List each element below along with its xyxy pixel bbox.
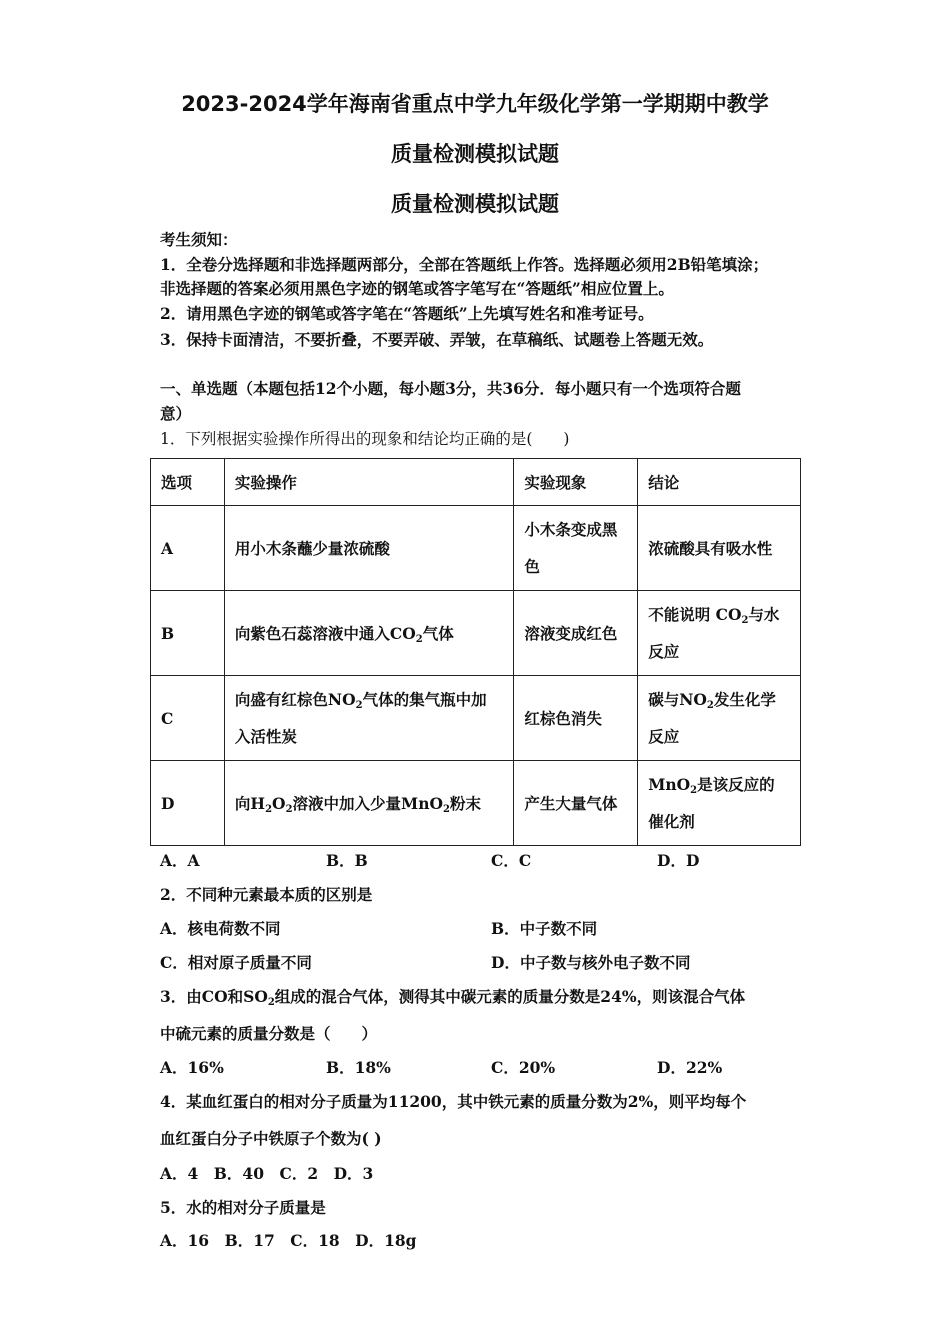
row-b-operation: 向紫色石蕊溶液中通入$CO_2$气体 [224,591,513,676]
row-c-phenomenon: 红棕色消失 [514,676,638,761]
q2-option-c[interactable]: C．相对原子质量不同 [160,953,312,972]
section-heading-b: 意） [160,404,192,423]
question-3-stem-a: 3．由CO和$SO_2$组成的混合气体，测得其中碳元素的质量分数是24%，则该混合气体 [160,987,746,1008]
q1-option-a[interactable]: A．A [160,851,200,870]
table-row [151,761,801,846]
notice-item-1b: 非选择题的答案必须用黑色字迹的钢笔或答字笔写在“答题纸”相应位置上。 [160,279,674,298]
row-a-phenomenon: 小木条变成黑 色 [514,506,638,591]
notice-item-3: 3．保持卡面清洁，不要折叠，不要弄破、弄皱，在草稿纸、试题卷上答题无效。 [160,330,714,349]
header-option: 选项 [151,459,225,506]
notice-item-1a: 1．全卷分选择题和非选择题两部分，全部在答题纸上作答。选择题必须用2B铅笔填涂； [160,255,769,274]
header-phenomenon: 实验现象 [514,459,638,506]
exam-title-line-2: 质量检测模拟试题 [391,142,559,166]
row-d-phenomenon: 产生大量气体 [514,761,638,846]
row-a-conclusion: 浓硫酸具有吸水性 [638,506,801,591]
row-b-option: B [151,591,225,676]
exam-title-line-1: 2023-2024学年海南省重点中学九年级化学第一学期期中教学 [181,92,769,116]
q2-option-a[interactable]: A．核电荷数不同 [160,919,281,938]
header-operation: 实验操作 [224,459,513,506]
question-1-stem: 1．下列根据实验操作所得出的现象和结论均正确的是( ) [160,430,570,448]
row-c-operation: 向盛有红棕色$NO_2$气体的集气瓶中加 入活性炭 [224,676,513,761]
row-b-conclusion: 不能说明 $CO_2$与水 反应 [638,591,801,676]
header-conclusion: 结论 [638,459,801,506]
exam-title-line-3: 质量检测模拟试题 [391,192,559,216]
row-d-operation: 向$H_2O_2$溶液中加入少量MnO$_2$粉末 [224,761,513,846]
row-d-option: D [151,761,225,846]
q3-option-b[interactable]: B．18% [326,1058,391,1077]
question-3-stem-b: 中硫元素的质量分数是（ ） [160,1024,378,1043]
q2-option-d[interactable]: D．中子数与核外电子数不同 [491,953,691,972]
q4-options[interactable]: A．4 B．40 C．2 D．3 [160,1164,374,1183]
row-c-conclusion: 碳与$NO_2$发生化学 反应 [638,676,801,761]
question-4-stem-b: 血红蛋白分子中铁原子个数为( ) [160,1129,382,1148]
q1-option-d[interactable]: D．D [657,851,700,870]
question-4-stem-a: 4．某血红蛋白的相对分子质量为11200，其中铁元素的质量分数为2%，则平均每个 [160,1092,747,1111]
q1-option-c[interactable]: C．C [491,851,532,870]
q3-option-c[interactable]: C．20% [491,1058,556,1077]
question-2-stem: 2．不同种元素最本质的区别是 [160,885,373,904]
notice-item-2: 2．请用黑色字迹的钢笔或答字笔在“答题纸”上先填写姓名和准考证号。 [160,304,654,323]
q3-option-d[interactable]: D．22% [657,1058,723,1077]
table-row [151,506,801,591]
q2-option-b[interactable]: B．中子数不同 [491,919,598,938]
notice-heading: 考生须知： [160,230,238,249]
row-a-option: A [151,506,225,591]
row-a-operation: 用小木条蘸少量浓硫酸 [224,506,513,591]
experiment-table [150,458,801,846]
section-heading-a: 一、单选题（本题包括12个小题，每小题3分，共36分．每小题只有一个选项符合题 [160,379,741,398]
table-header-row [151,459,801,506]
table-row [151,676,801,761]
row-b-phenomenon: 溶液变成红色 [514,591,638,676]
table-row [151,591,801,676]
row-c-option: C [151,676,225,761]
q1-option-b[interactable]: B．B [326,851,368,870]
q5-options[interactable]: A．16 B．17 C．18 D．18g [160,1231,417,1250]
row-d-conclusion: MnO$_2$是该反应的 催化剂 [638,761,801,846]
question-5-stem: 5．水的相对分子质量是 [160,1198,326,1217]
q3-option-a[interactable]: A．16% [160,1058,224,1077]
